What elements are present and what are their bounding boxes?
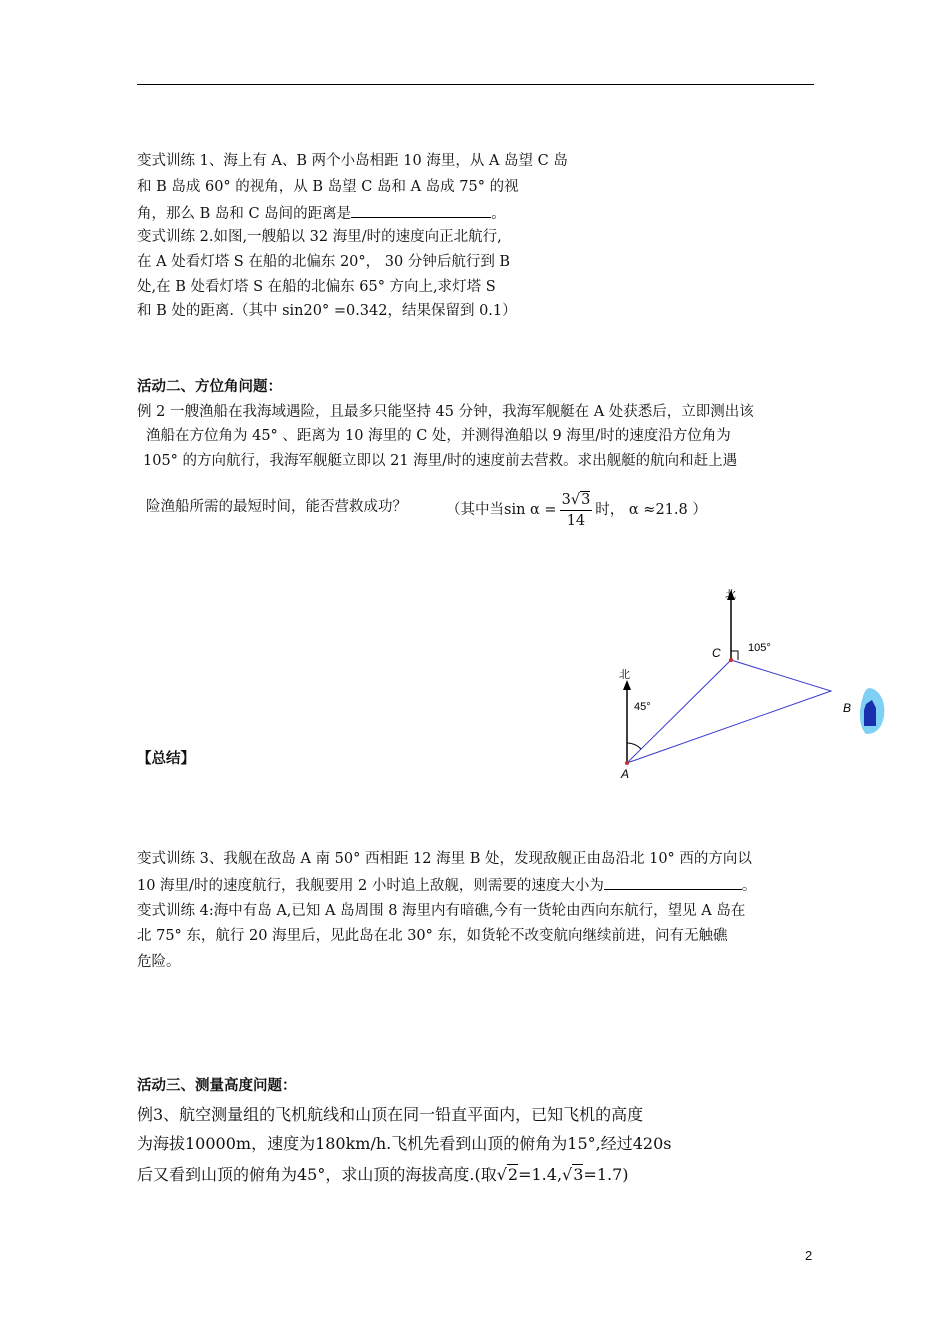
label-a: A	[621, 767, 630, 781]
example-3-mid: =1.4,	[518, 1165, 563, 1184]
ex2-line-2: 在 A 处看灯塔 S 在船的北偏东 20°， 30 分钟后航行到 B	[137, 254, 511, 270]
example-2-line-1: 例 2 一艘渔船在我海域遇险，且最多只能坚持 45 分钟，我海军舰艇在 A 处获悉后，立即测出该	[137, 404, 754, 420]
example-2-formula	[446, 486, 707, 534]
ex1-line-2: 和 B 岛成 60° 的视角，从 B 岛望 C 岛和 A 岛成 75° 的视	[137, 179, 519, 195]
example-3-line-3-end: =1.7)	[583, 1165, 629, 1184]
example-3-line-1: 例3、航空测量组的飞机航线和山顶在同一铅直平面内，已知飞机的高度	[137, 1105, 644, 1124]
ex1-line-3-end: 。	[491, 206, 506, 222]
ex4-line-3: 危险。	[137, 954, 181, 970]
label-b: B	[843, 701, 852, 715]
header-rule	[137, 84, 814, 85]
north-label-top: 北	[725, 589, 736, 601]
triangle-acb	[627, 660, 831, 763]
ex1-line-3-text: 角，那么 B 岛和 C 岛间的距离是	[137, 206, 352, 222]
answer-blank-1[interactable]	[351, 203, 491, 218]
example-2-line-3: 105° 的方向航行，我海军舰艇立即以 21 海里/时的速度前去营救。求出舰艇的航向和赶上遇	[143, 453, 738, 469]
ex2-line-1: 变式训练 2.如图,一艘船以 32 海里/时的速度向正北航行,	[137, 229, 502, 245]
formula-open: （其中当sin α =	[446, 502, 557, 518]
example-2-line-4: 险渔船所需的最短时间，能否营救成功？	[146, 499, 407, 515]
radicand-3: 3	[573, 1165, 584, 1184]
angle-mark-a	[627, 743, 641, 749]
point-c	[729, 658, 733, 662]
fraction-denominator: 14	[566, 512, 586, 529]
page-number: 2	[805, 1248, 813, 1263]
arrowhead-a	[623, 680, 631, 690]
activity-3-title: 活动三、测量高度问题：	[137, 1077, 297, 1094]
ex2-line-3: 处,在 B 处看灯塔 S 在船的北偏东 65° 方向上,求灯塔 S	[137, 279, 496, 295]
bearing-figure	[600, 580, 900, 790]
formula-close: 时， α ≈21.8 ）	[595, 502, 707, 518]
activity-2-title: 活动二、方位角问题：	[137, 378, 282, 395]
radicand-2: 2	[507, 1165, 519, 1184]
ex3-line-2-end: 。	[741, 878, 757, 894]
ex1-line-1: 变式训练 1、海上有 A、B 两个小岛相距 10 海里，从 A 岛望 C 岛	[137, 153, 568, 169]
ex3-line-2-text: 10 海里/时的速度航行，我舰要用 2 小时追上敌舰，则需要的速度大小为	[137, 878, 604, 894]
ex2-line-4: 和 B 处的距离.（其中 sin20° =0.342，结果保留到 0.1）	[137, 303, 517, 319]
example-3-line-3: 后又看到山顶的俯角为45°，求山顶的海拔高度.(取√2=1.4,√3=1.7)	[137, 1165, 629, 1184]
ex3-line-2	[137, 875, 756, 896]
angle-label-45: 45°	[634, 701, 651, 713]
fraction-radicand: 3	[581, 491, 591, 508]
answer-blank-2[interactable]	[604, 875, 742, 890]
fraction-coefficient: 3	[561, 491, 571, 508]
summary-heading: 【总结】	[137, 750, 195, 767]
ex4-line-1: 变式训练 4:海中有岛 A,已知 A 岛周围 8 海里内有暗礁,今有一货轮由西向东航行，望见 A 岛在	[137, 903, 746, 919]
example-3-line-3-text: 后又看到山顶的俯角为45°，求山顶的海拔高度.(取	[137, 1165, 497, 1184]
example-2-line-2: 渔船在方位角为 45° 、距离为 10 海里的 C 处，并测得渔船以 9 海里/时的速度沿方位角为	[146, 428, 731, 444]
point-a	[625, 761, 629, 765]
north-label-left: 北	[619, 669, 630, 681]
example-3-line-2: 为海拔10000m，速度为180km/h.飞机先看到山顶的俯角为15°,经过420s	[137, 1134, 672, 1153]
angle-label-105: 105°	[748, 642, 771, 654]
formula-fraction: $\frac{3√3}{14}$	[561, 491, 591, 529]
ex4-line-2: 北 75° 东，航行 20 海里后，见此岛在北 30° 东，如货轮不改变航向继续前进，问有无触礁	[137, 928, 728, 944]
ex3-line-1: 变式训练 3、我舰在敌岛 A 南 50° 西相距 12 海里 B 处，发现敌舰正由岛沿北 10° 西的方向以	[137, 851, 752, 867]
label-c: C	[712, 646, 721, 660]
ex1-line-3	[137, 203, 506, 224]
